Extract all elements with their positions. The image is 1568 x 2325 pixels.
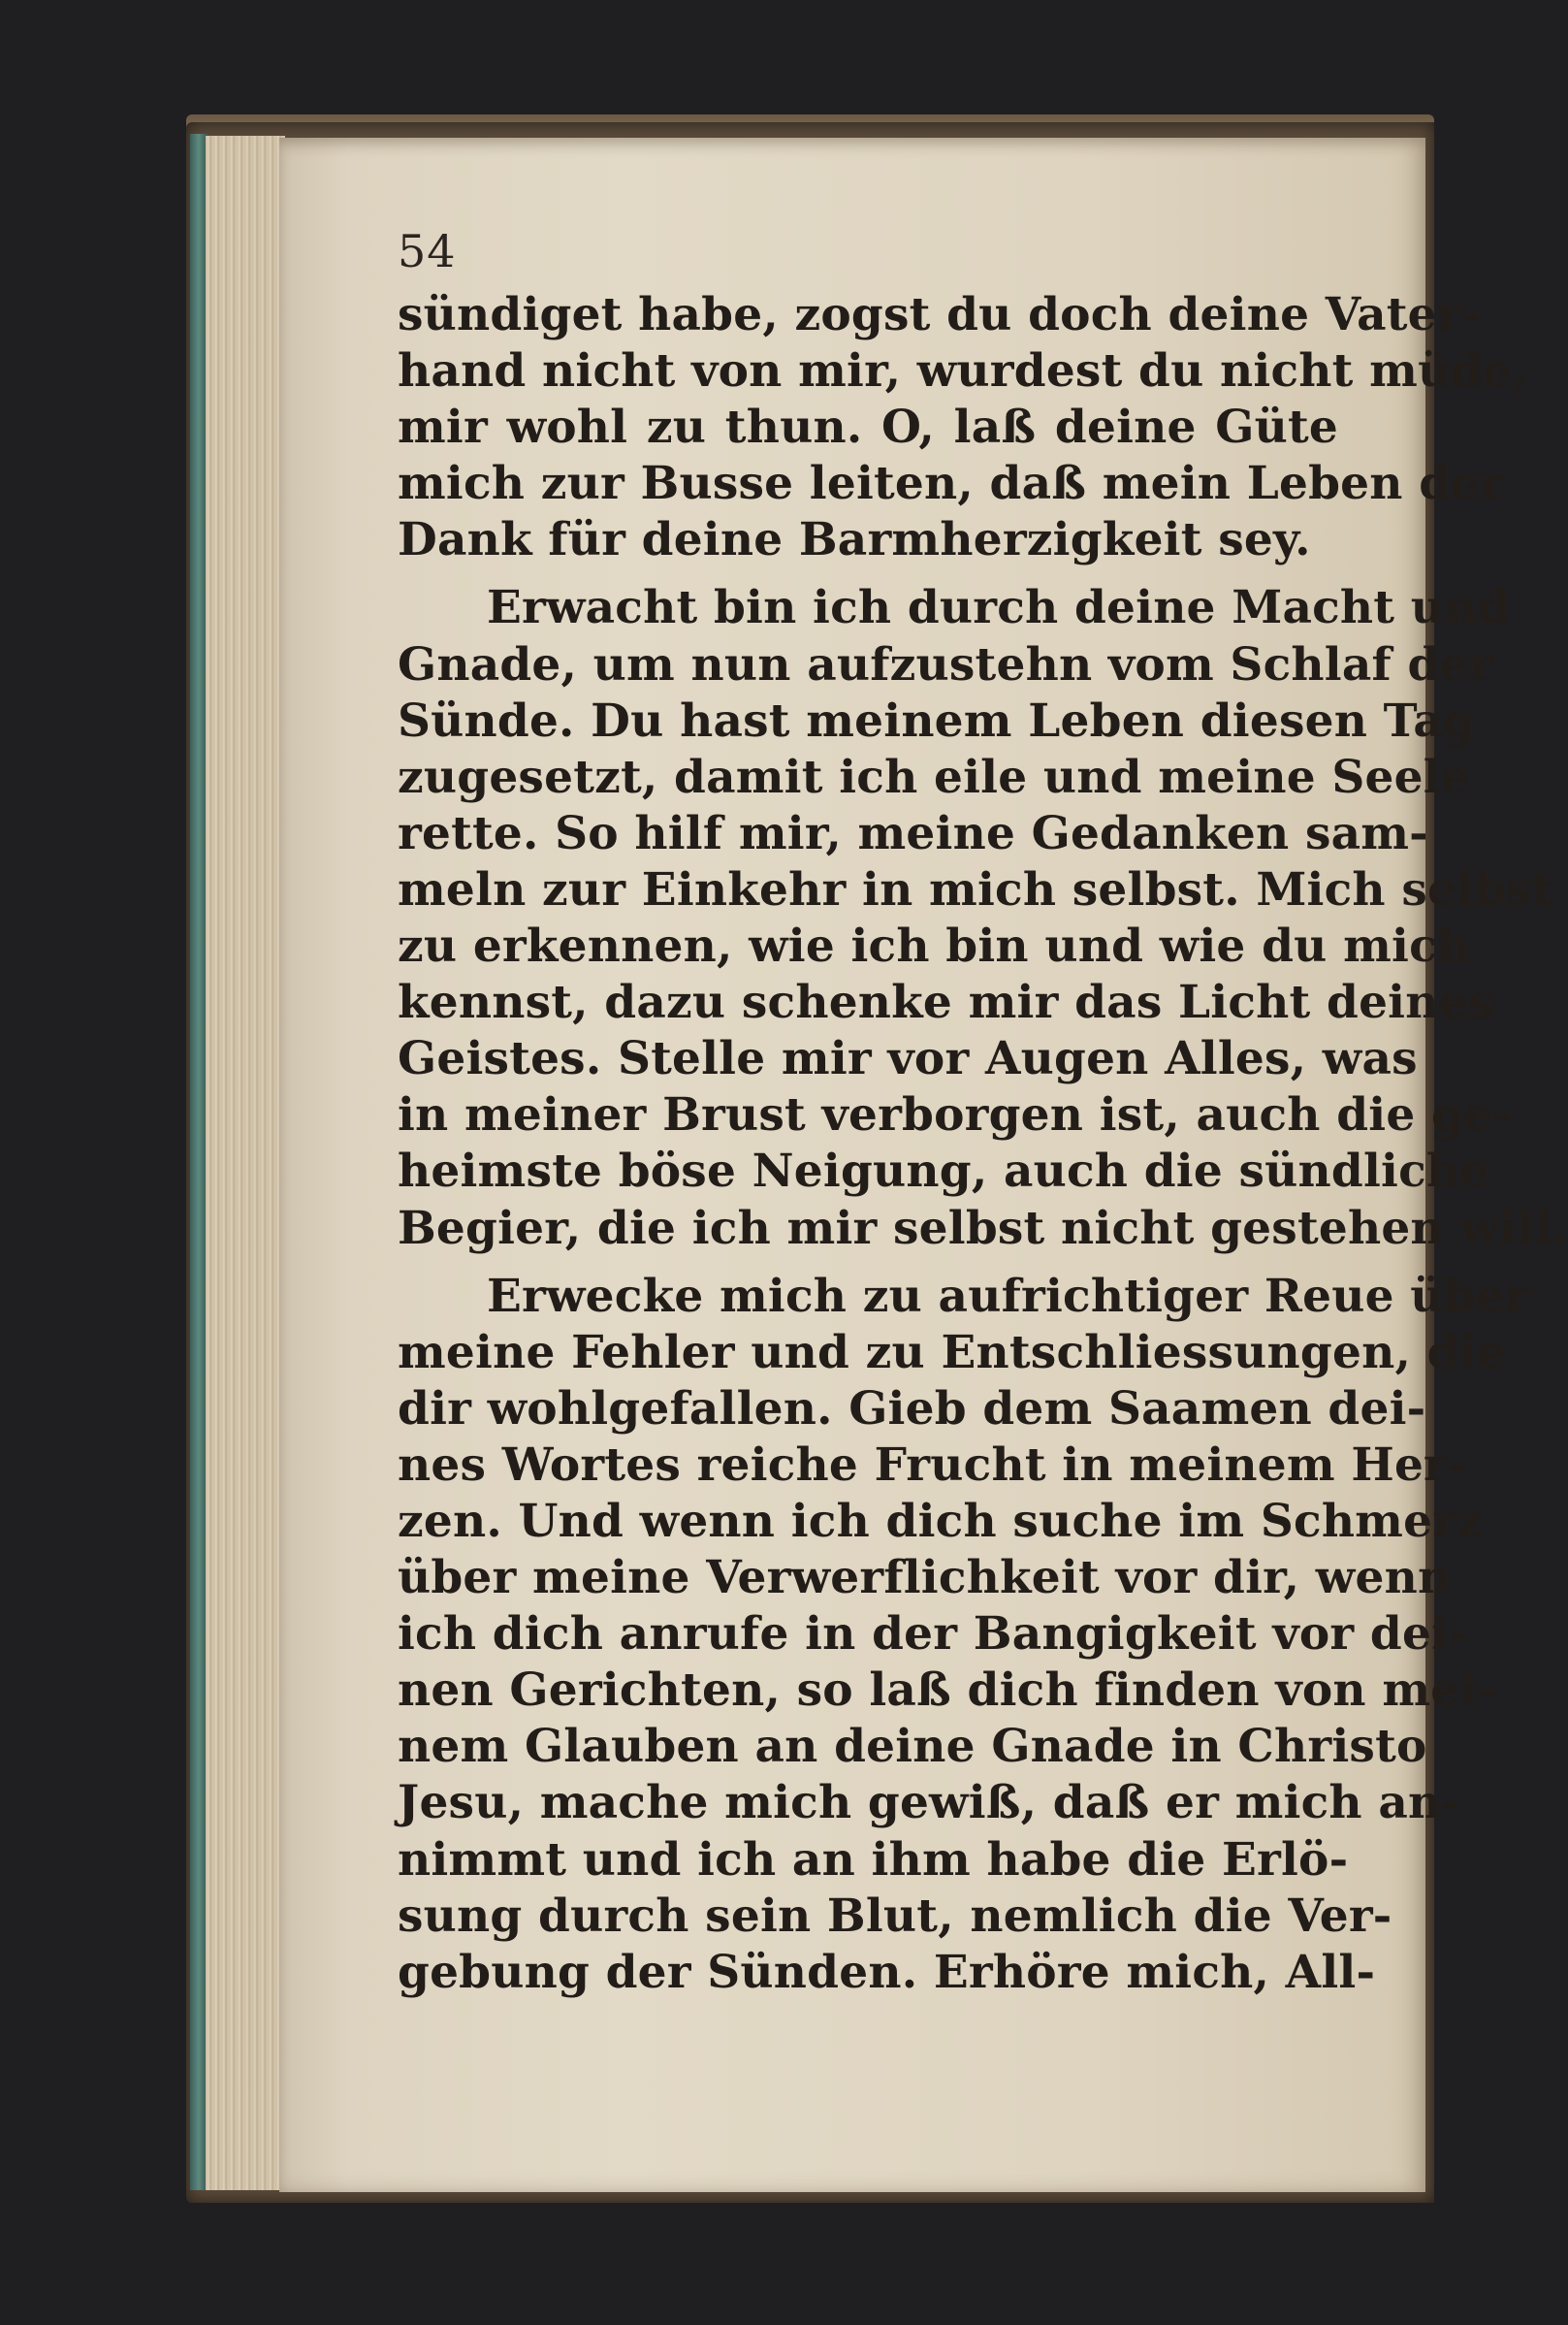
text-line: zen. Und wenn ich dich suche im Schmerz	[398, 1494, 1484, 1548]
text-line: über meine Verwerflichkeit vor dir, wenn	[398, 1551, 1452, 1605]
text-line: Jesu, mache mich gewiß, daß er mich an-	[398, 1776, 1461, 1830]
text-line: Sünde. Du hast meinem Leben diesen Tag	[398, 694, 1476, 748]
text-line: hand nicht von mir, wurdest du nicht müde,	[398, 344, 1529, 399]
text-line: Erwecke mich zu aufrichtiger Reue über	[487, 1269, 1529, 1323]
text-line: zugesetzt, damit ich eile und meine Seele	[398, 750, 1470, 804]
paragraph-gap	[398, 1257, 1338, 1269]
text-line: mich zur Busse leiten, daß mein Leben der	[398, 457, 1505, 511]
text-line: nem Glauben an deine Gnade in Christo	[398, 1720, 1427, 1774]
text-line: in meiner Brust verborgen ist, auch die ge-	[398, 1088, 1512, 1143]
text-line: nen Gerichten, so laß dich finden von mei-	[398, 1663, 1497, 1718]
text-line: Geistes. Stelle mir vor Augen Alles, was	[398, 1032, 1418, 1086]
text-line: meine Fehler und zu Entschliessungen, die	[398, 1325, 1506, 1379]
text-line: Erwacht bin ich durch deine Macht und	[487, 581, 1510, 635]
page-edges	[206, 136, 285, 2190]
paragraph	[398, 287, 1529, 568]
paragraph	[398, 1269, 1529, 2001]
page-number: 54	[398, 225, 457, 277]
text-line: zu erkennen, wie ich bin und wie du mich	[398, 920, 1471, 974]
text-line: sung durch sein Blut, nemlich die Ver-	[398, 1889, 1392, 1943]
text-line: Gnade, um nun aufzustehn vom Schlaf der	[398, 637, 1493, 692]
text-line: gebung der Sünden. Erhöre mich, All-	[398, 1945, 1376, 1999]
text-line: nes Wortes reiche Frucht in meinem Her-	[398, 1437, 1467, 1492]
text-line: rette. So hilf mir, meine Gedanken sam-	[398, 806, 1428, 860]
paragraph-gap	[398, 568, 1338, 580]
text-line: meln zur Einkehr in mich selbst. Mich selbst	[398, 862, 1553, 917]
text-line: Dank für deine Barmherzigkeit sey.	[398, 513, 1311, 567]
paragraph	[398, 580, 1568, 1256]
text-line: dir wohlgefallen. Gieb dem Saamen dei-	[398, 1381, 1426, 1436]
text-line: nimmt und ich an ihm habe die Erlö-	[398, 1832, 1349, 1887]
text-line: mir wohl zu thun. O, laß deine Güte	[398, 401, 1338, 455]
text-line: ich dich anrufe in der Bangigkeit vor dei-	[398, 1607, 1468, 1662]
text-body	[398, 287, 1568, 2001]
text-line: sündiget habe, zogst du doch deine Vater-	[398, 288, 1481, 341]
text-line: heimste böse Neigung, auch die sündliche	[398, 1145, 1489, 1199]
text-line: Begier, die ich mir selbst nicht gestehen will.	[398, 1201, 1568, 1255]
text-line: kennst, dazu schenke mir das Licht deines	[398, 976, 1494, 1030]
